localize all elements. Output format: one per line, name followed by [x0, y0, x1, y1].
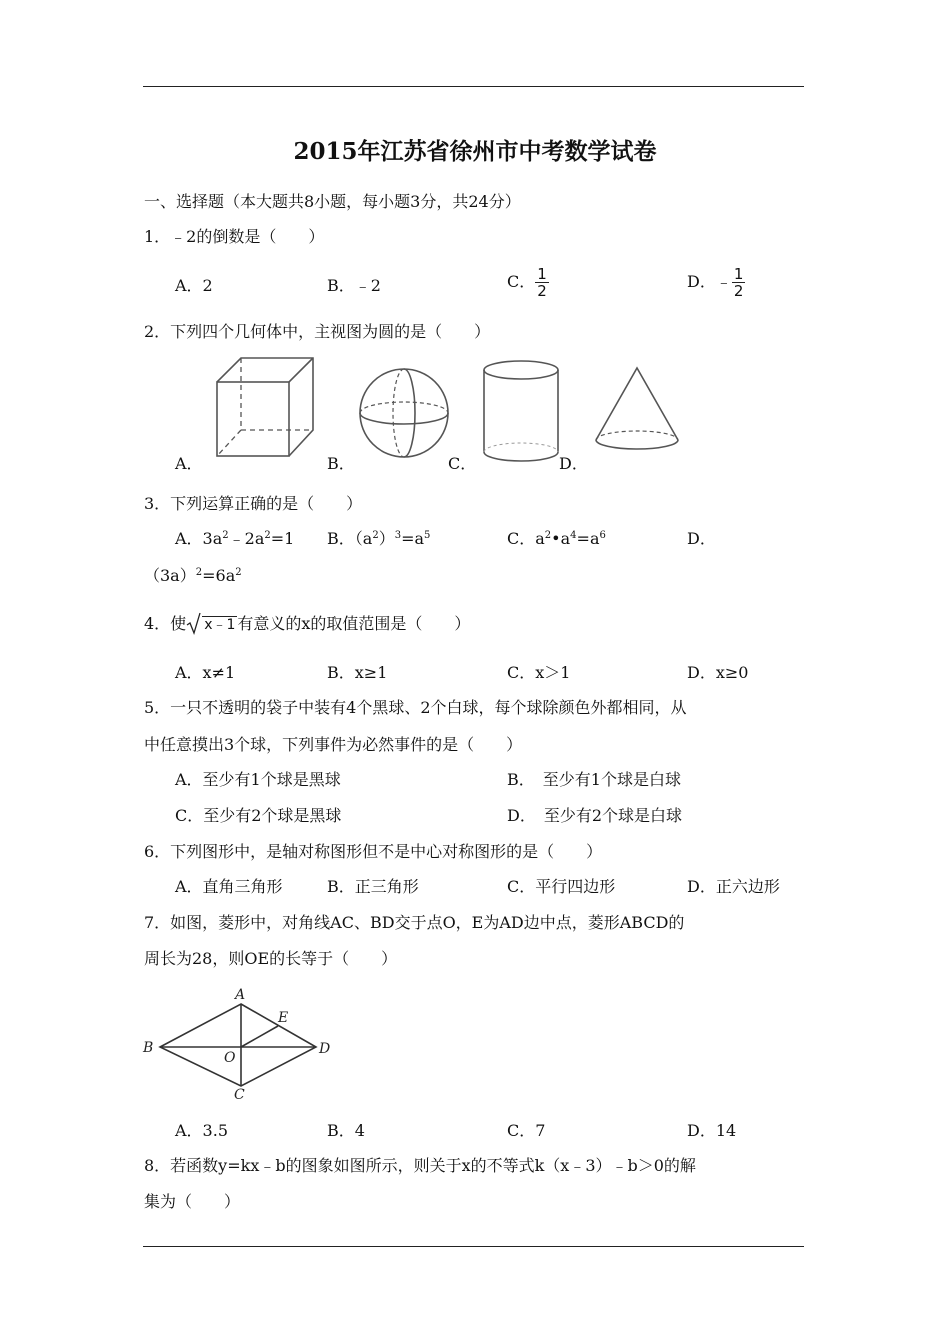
q3-a-part: A．3a: [175, 529, 223, 548]
q3-a-exp: 2: [264, 530, 271, 541]
q3-b-part: ）: [378, 529, 395, 548]
cone-figure: [592, 366, 684, 460]
q6-option-c: C．平行四边形: [507, 877, 616, 896]
q3-c-part: C．a: [507, 529, 545, 548]
q1-option-d-fraction: [732, 266, 746, 299]
q2-option-b: B．: [327, 454, 355, 473]
q1-option-c-fraction: [535, 266, 549, 299]
rhombus-label-a: A: [235, 987, 246, 1003]
q4-option-b: B．x≥1: [327, 663, 388, 682]
q1-option-b: B．﹣2: [327, 276, 381, 295]
q3-stem: 3．下列运算正确的是（ ）: [144, 494, 363, 513]
q8-stem-line1: 8．若函数y=kx﹣b的图象如图所示，则关于x的不等式k（x﹣3）﹣b＞0的解: [144, 1156, 696, 1175]
q3-d-exp: 2: [235, 567, 242, 578]
rhombus-label-d: D: [319, 1041, 331, 1057]
section-heading: 一、选择题（本大题共8小题，每小题3分，共24分）: [144, 192, 521, 211]
q2-option-a: A．: [175, 454, 203, 473]
q3-option-b: [327, 529, 430, 549]
q4-stem-end: 有意义的x的取值范围是（ ）: [237, 614, 471, 633]
q3-option-c: [507, 529, 606, 549]
q3-c-exp: 4: [570, 530, 577, 541]
q3-c-part: •a: [551, 529, 571, 548]
q1-option-c-prefix: C．: [507, 272, 536, 291]
q3-option-d-continued: [144, 566, 242, 586]
rhombus-figure: [140, 986, 340, 1102]
q3-a-part: =1: [270, 529, 295, 548]
q3-b-part: B．（a: [327, 529, 373, 548]
top-rule: [143, 86, 804, 87]
q4-radicand: x﹣1: [204, 617, 236, 633]
q2-option-d: D．: [559, 454, 588, 473]
q3-b-exp: 5: [424, 530, 431, 541]
q1-d-numerator: 1: [733, 265, 744, 283]
rhombus-label-o: O: [224, 1050, 236, 1066]
q5-option-a: A．至少有1个球是黑球: [175, 770, 341, 789]
q3-option-d: D．: [687, 529, 716, 548]
q7-option-b: B．4: [327, 1121, 365, 1140]
q4-stem-start: 4．使: [144, 614, 187, 633]
q3-c-exp: 2: [544, 530, 552, 541]
q7-stem-line1: 7．如图，菱形中，对角线AC、BD交于点O，E为AD边中点，菱形ABCD的: [144, 913, 685, 932]
q1-c-denominator: 2: [537, 282, 547, 300]
page-title: 2015年江苏省徐州市中考数学试卷: [293, 138, 657, 165]
q1-option-c: [507, 266, 549, 299]
q3-b-exp: 3: [394, 530, 402, 541]
q3-b-part: =a: [401, 529, 425, 548]
q4-stem: [144, 614, 470, 635]
bottom-rule: [143, 1246, 804, 1247]
q3-d-part: （3a）: [144, 566, 196, 585]
cube-figure: [213, 354, 323, 464]
q1-option-a: A．2: [175, 276, 213, 295]
q2-option-c: C．: [448, 454, 477, 473]
q6-stem: 6．下列图形中，是轴对称图形但不是中心对称图形的是（ ）: [144, 842, 603, 861]
q3-a-exp: 2: [222, 530, 229, 541]
q3-a-part: ﹣2a: [228, 529, 265, 548]
sphere-figure: [357, 366, 453, 462]
q6-option-d: D．正六边形: [687, 877, 780, 896]
q6-option-a: A．直角三角形: [175, 877, 283, 896]
q1-stem: 1．﹣2的倒数是（ ）: [144, 227, 325, 246]
q3-d-part: =6a: [202, 566, 236, 585]
rhombus-label-c: C: [234, 1087, 245, 1103]
q3-b-exp: 2: [372, 530, 379, 541]
q8-stem-line2: 集为（ ）: [144, 1192, 241, 1211]
radical-sign-icon: [186, 613, 202, 635]
q5-option-d: D． 至少有2个球是白球: [507, 806, 683, 825]
q4-square-root: [186, 614, 237, 635]
q3-c-exp: 6: [599, 530, 606, 541]
q5-option-b: B． 至少有1个球是白球: [507, 770, 681, 789]
q1-d-denominator: 2: [733, 282, 744, 300]
cylinder-figure: [481, 360, 563, 464]
q7-stem-line2: 周长为28，则OE的长等于（ ）: [144, 949, 398, 968]
q7-option-c: C．7: [507, 1121, 546, 1140]
q4-option-d: D．x≥0: [687, 663, 749, 682]
q7-option-d: D．14: [687, 1121, 737, 1140]
q3-c-part: =a: [576, 529, 600, 548]
q5-stem-line1: 5．一只不透明的袋子中装有4个黑球、2个白球，每个球除颜色外都相同，从: [144, 698, 687, 717]
q3-d-exp: 2: [195, 567, 203, 578]
rhombus-label-b: B: [143, 1040, 154, 1056]
q7-option-a: A．3.5: [175, 1121, 229, 1140]
q1-option-d: [687, 266, 745, 299]
q2-stem: 2．下列四个几何体中，主视图为圆的是（ ）: [144, 322, 491, 341]
q3-option-a: [175, 529, 294, 549]
q1-option-d-prefix: D．﹣: [687, 272, 732, 291]
q5-stem-line2: 中任意摸出3个球，下列事件为必然事件的是（ ）: [144, 735, 523, 754]
q4-option-a: A．x≠1: [175, 663, 236, 682]
rhombus-label-e: E: [278, 1010, 289, 1026]
q4-option-c: C．x＞1: [507, 663, 571, 682]
q1-c-numerator: 1: [537, 265, 547, 283]
q6-option-b: B．正三角形: [327, 877, 419, 896]
q5-option-c: C．至少有2个球是黑球: [175, 806, 342, 825]
